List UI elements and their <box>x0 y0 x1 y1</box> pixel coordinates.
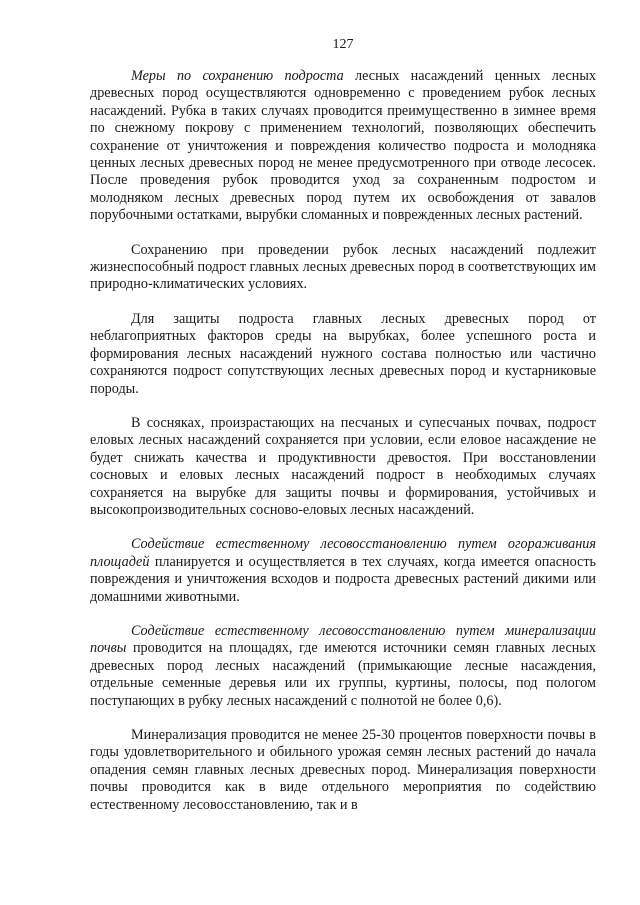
paragraph-text: Для защиты подроста главных лесных древесных пород от неблагоприятных факторов среды на вырубках, более успешного роста и формирования лесных насаждений нужного состава полностью или частично сохраняются подрост сопутствующих лесных древесных пород и кустарниковые породы. <box>90 310 596 397</box>
page-number: 127 <box>332 37 354 52</box>
paragraph-soil-mineralization <box>90 623 596 710</box>
paragraph-viable-undergrowth <box>90 242 596 294</box>
paragraph-text: лесных насаждений ценных лесных древесных пород осуществляются одновременно с проведением рубок лесных насаждений. Рубка в таких случаях проводится преимущественно в зимнее время по снежному покрову с применением технологий, позволяющих обеспечить сохранение от уничтожения и повреждения количество подроста и молодняка ценных лесных древесных пород не менее предусмотренного при отводе лесосек. После проведения рубок проводится уход за сохраненным подростом и молодняком лесных древесных пород путем их освобождения от завалов порубочными остатками, вырубки сломанных и поврежденных лесных растений. <box>90 68 596 224</box>
paragraph-lead: Содействие естественному лесовосстановлению путем огораживания площадей <box>90 536 596 570</box>
paragraph-protection <box>90 311 596 398</box>
paragraph-undergrowth-preservation <box>90 68 596 225</box>
paragraph-text: проводится на площадях, где имеются источники семян главных лесных древесных пород лесных насаждений (примыкающие лесные насаждения, отдельные семенные деревья или их группы, куртины, полосы, под пологом поступающих в рубку лесных насаждений с полнотой не более 0,6). <box>90 640 596 709</box>
paragraph-text: В сосняках, произрастающих на песчаных и супесчаных почвах, подрост еловых лесных насаждений сохраняется при условии, если еловое насаждение не будет снижать качества и продуктивности древостоя. При восстановлении сосновых и еловых лесных насаждений подрост в необходимых случаях сохраняется на вырубке для защиты почвы и формирования, устойчивых и высокопроизводительных сосново-еловых лесных насаждений. <box>90 414 596 518</box>
document-page <box>90 36 596 831</box>
paragraph-text: Сохранению при проведении рубок лесных насаждений подлежит жизнеспособный подрост главных лесных древесных пород в соответствующих им природно-климатических условиях. <box>90 241 596 293</box>
paragraph-mineralization-extent <box>90 727 596 814</box>
paragraph-fencing <box>90 536 596 606</box>
paragraph-lead: Содействие естественному лесовосстановлению путем минерализации почвы <box>90 622 596 657</box>
paragraph-text: Минерализация проводится не менее 25-30 процентов поверхности почвы в годы удовлетворительного и обильного урожая семян лесных растений до начала опадения семян главных лесных древесных пород. Минерализация поверхности почвы проводится как в виде отдельного мероприятия по содействию естественному лесовосстановлению, так и в <box>90 727 596 813</box>
paragraph-pine-forests <box>90 415 596 519</box>
paragraph-text: планируется и осуществляется в тех случаях, когда имеется опасность повреждения и уничтожения всходов и подроста древесных растений дикими или домашними животными. <box>90 553 596 605</box>
paragraph-lead: Меры по сохранению подроста <box>131 68 344 84</box>
